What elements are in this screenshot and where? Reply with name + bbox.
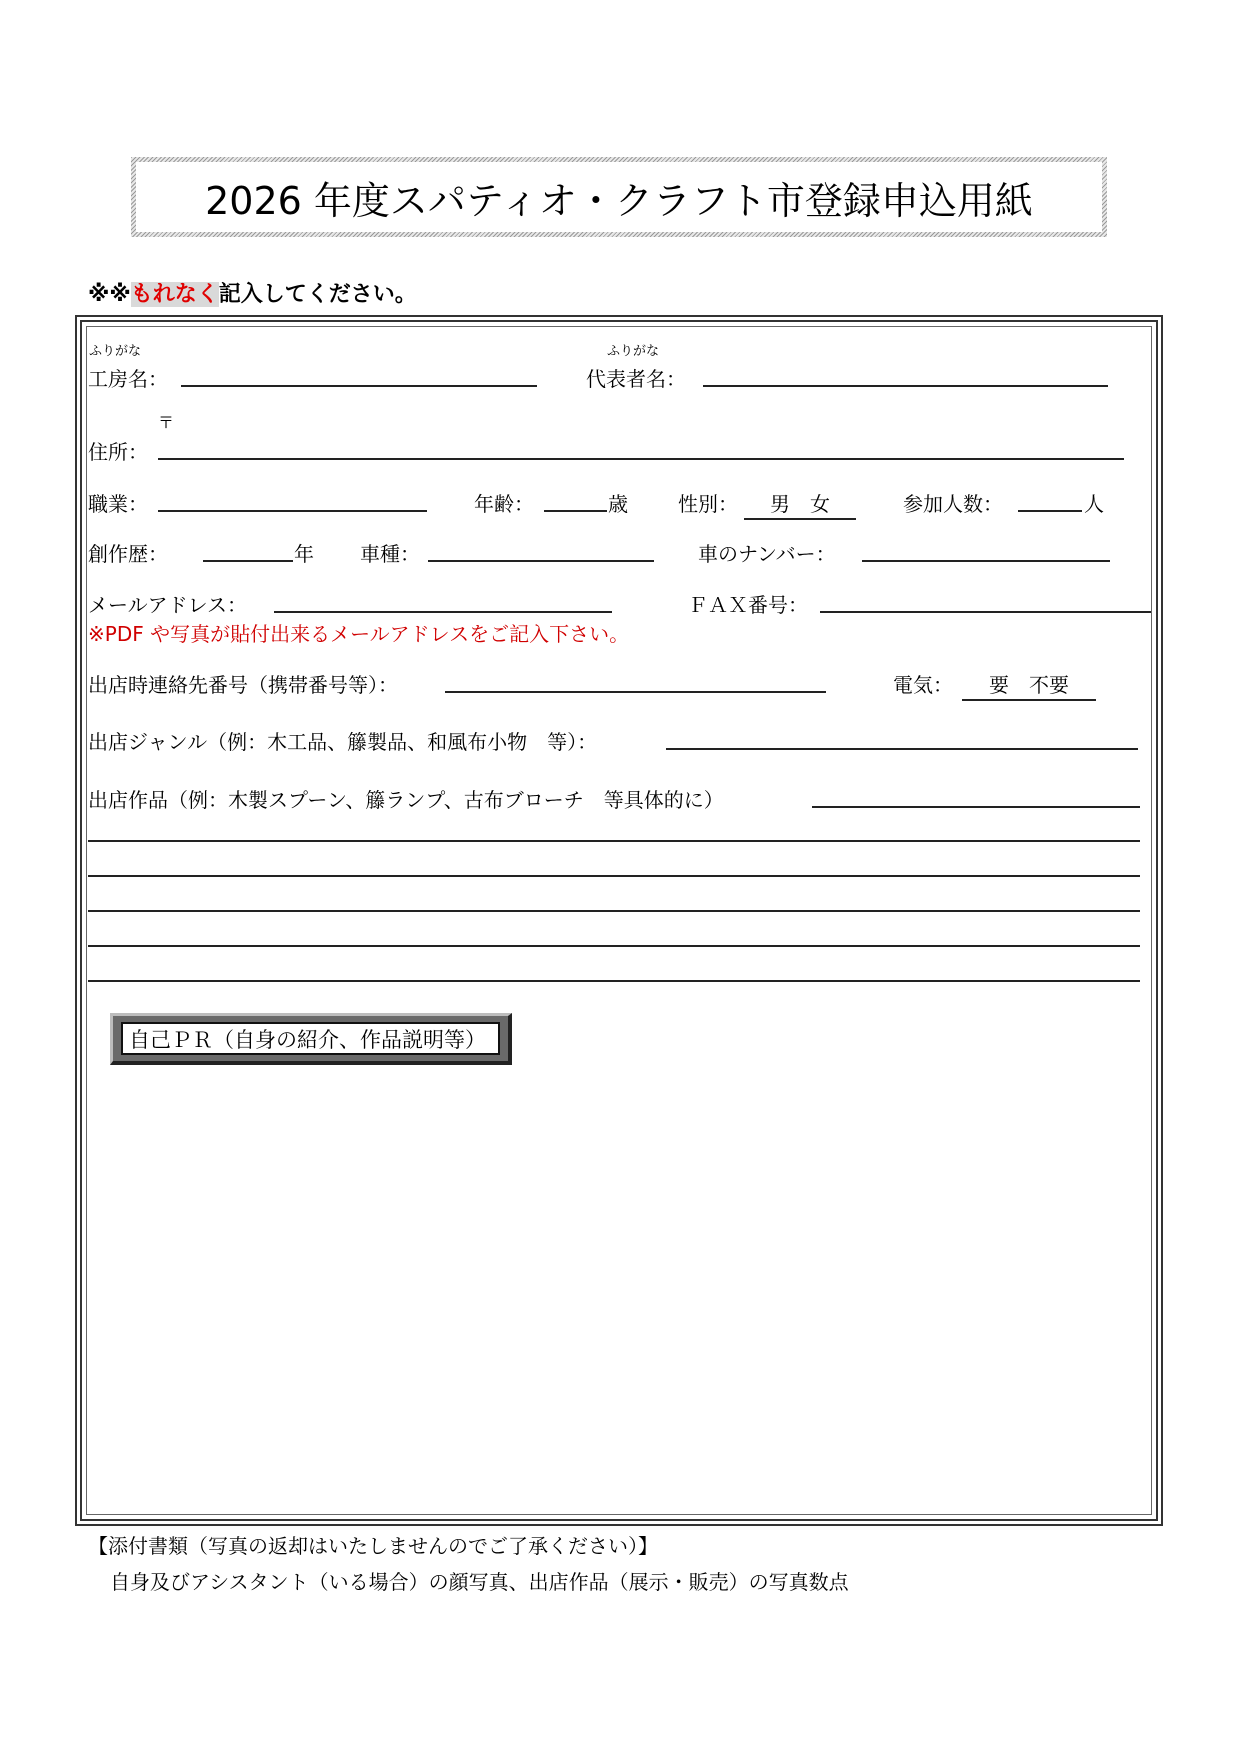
representative-label: 代表者名： [586, 367, 686, 391]
occupation-field[interactable] [158, 510, 427, 512]
attachments-body: 自身及びアシスタント（いる場合）の顔写真、出店作品（展示・販売）の写真数点 [110, 1570, 849, 1594]
experience-label: 創作歴： [88, 542, 168, 566]
self-pr-heading-box [110, 1013, 512, 1065]
self-pr-area[interactable] [90, 1080, 1145, 1500]
notice-highlight: もれなく [130, 282, 219, 307]
notice-prefix: ※※ [88, 282, 131, 307]
works-line[interactable] [88, 945, 1140, 947]
occupation-label: 職業： [88, 492, 148, 516]
gender-label: 性別： [678, 492, 738, 516]
fax-label: ＦＡＸ番号： [688, 593, 808, 617]
postal-mark: 〒 [158, 413, 175, 432]
email-label: メールアドレス： [88, 593, 247, 617]
email-note: ※PDF や写真が貼付出来るメールアドレスをご記入下さい。 [88, 622, 630, 646]
age-field[interactable] [544, 510, 607, 512]
gender-options[interactable]: 男 女 [744, 488, 856, 520]
works-line[interactable] [88, 980, 1140, 982]
notice-suffix: 記入してください。 [218, 282, 417, 307]
address-label: 住所： [88, 440, 148, 464]
address-field[interactable] [158, 458, 1124, 460]
representative-field[interactable] [703, 385, 1108, 387]
contact-field[interactable] [445, 691, 826, 693]
car-type-field[interactable] [428, 560, 654, 562]
self-pr-label: 自己ＰＲ（自身の紹介、作品説明等） [129, 1027, 486, 1052]
fax-field[interactable] [820, 611, 1151, 613]
car-type-label: 車種： [360, 542, 420, 566]
electricity-options[interactable]: 要 不要 [962, 669, 1096, 701]
works-line[interactable] [88, 910, 1140, 912]
car-number-label: 車のナンバー： [698, 542, 836, 566]
participants-label: 参加人数： [903, 492, 1003, 516]
participants-field[interactable] [1018, 510, 1082, 512]
title-box [131, 157, 1107, 237]
works-line[interactable] [88, 840, 1140, 842]
age-unit: 歳 [608, 492, 628, 516]
works-field[interactable] [812, 806, 1140, 808]
workshop-name-label: 工房名： [88, 367, 168, 391]
electricity-label: 電気： [893, 673, 953, 697]
attachments-heading: 【添付書類（写真の返却はいたしませんのでご了承ください）】 [88, 1534, 658, 1558]
participants-unit: 人 [1084, 492, 1104, 516]
works-label: 出店作品（例：木製スプーン、籐ランプ、古布ブローチ 等具体的に） [88, 788, 724, 812]
age-label: 年齢： [474, 492, 534, 516]
self-pr-heading [121, 1022, 500, 1055]
contact-label: 出店時連絡先番号（携帯番号等）： [88, 673, 398, 697]
workshop-name-field[interactable] [181, 385, 537, 387]
works-line[interactable] [88, 875, 1140, 877]
representative-furigana: ふりがな [607, 344, 660, 359]
genre-label: 出店ジャンル（例：木工品、籐製品、和風布小物 等）： [88, 730, 598, 754]
email-field[interactable] [274, 611, 612, 613]
genre-field[interactable] [666, 748, 1138, 750]
experience-field[interactable] [203, 560, 293, 562]
car-number-field[interactable] [862, 560, 1110, 562]
experience-unit: 年 [294, 542, 314, 566]
workshop-furigana: ふりがな [89, 344, 142, 359]
fill-notice [88, 277, 417, 308]
page-title: 2026 年度スパティオ・クラフト市登録申込用紙 [205, 178, 1033, 223]
